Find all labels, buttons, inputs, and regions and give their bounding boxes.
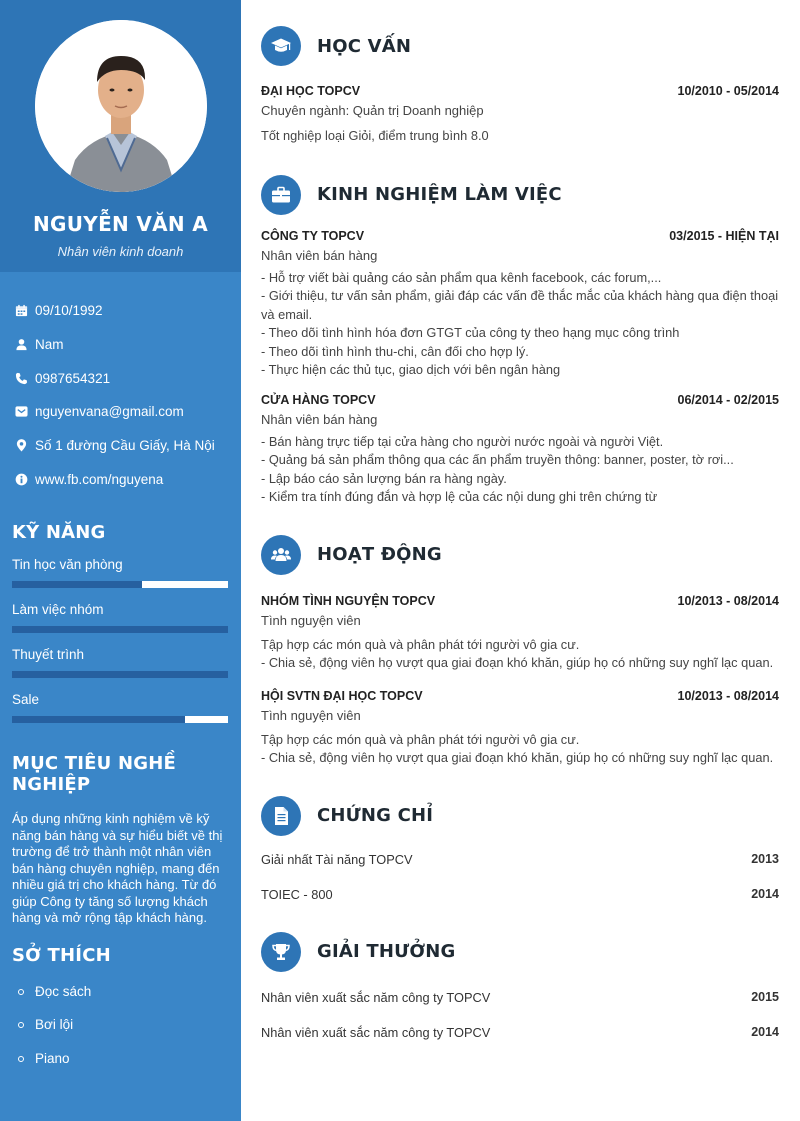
career-goal-text: Áp dụng những kinh nghiệm về kỹ năng bán hàng và sự hiểu biết về thị trường để trở thành một nhân viên bán hàng chuyên nghiệp, mang đến nhiều giá trị cho khách hàng. Từ đó giúp Công ty tăng số lượng khách hàng và mở rộng tập khách hàng. xyxy=(12,811,223,926)
skill-label: Làm việc nhóm xyxy=(12,602,104,618)
activity-entry xyxy=(261,689,779,768)
entry-date: 06/2014 - 02/2015 xyxy=(677,392,779,407)
trophy-icon xyxy=(261,932,301,972)
award-item xyxy=(261,1025,779,1040)
entry-head xyxy=(261,594,779,608)
bullet-icon xyxy=(18,989,24,995)
hobby-label: Đọc sách xyxy=(35,983,92,999)
hobbies-title: SỞ THÍCH xyxy=(12,944,111,966)
education-header xyxy=(261,26,779,66)
user-icon xyxy=(14,338,28,352)
contact-text: 09/10/1992 xyxy=(35,303,103,319)
contact-gender xyxy=(14,328,241,362)
skill-label: Tin học văn phòng xyxy=(12,557,123,573)
certificate-name: Giải nhất Tài năng TOPCV xyxy=(261,851,413,867)
skill-fill xyxy=(12,716,185,723)
entry-lines xyxy=(261,269,779,380)
entry-position: Nhân viên bán hàng xyxy=(261,247,378,263)
sidebar xyxy=(0,0,241,1121)
entry-date: 10/2013 - 08/2014 xyxy=(677,688,779,703)
entry-line: - Giới thiệu, tư vấn sản phẩm, giải đáp các vấn đề thắc mắc của khách hàng qua điện thoại và email. xyxy=(261,288,779,322)
skill-item xyxy=(0,647,241,678)
skill-item xyxy=(0,692,241,723)
hobby-list xyxy=(0,966,241,1085)
contact-address xyxy=(14,429,241,463)
certificate-item xyxy=(261,887,779,902)
award-year: 2015 xyxy=(751,989,779,1004)
awards-header xyxy=(261,932,779,972)
award-item xyxy=(261,990,779,1005)
entry-org: CÔNG TY TOPCV xyxy=(261,228,365,243)
skill-label: Thuyết trình xyxy=(12,647,85,663)
main-content xyxy=(241,0,800,1121)
bullet-icon xyxy=(18,1022,24,1028)
briefcase-icon xyxy=(261,175,301,215)
skill-item xyxy=(0,602,241,633)
entry-head xyxy=(261,84,779,98)
skill-rest xyxy=(185,716,228,723)
entry-major: Chuyên ngành: Quản trị Doanh nghiệp xyxy=(261,103,484,118)
awards-title: GIẢI THƯỞNG xyxy=(317,941,456,962)
skill-bar xyxy=(12,716,228,723)
experience-entry xyxy=(261,393,779,507)
skill-bar xyxy=(12,581,228,588)
contact-website[interactable] xyxy=(14,462,241,496)
entry-org: NHÓM TÌNH NGUYỆN TOPCV xyxy=(261,593,436,608)
hobby-item xyxy=(18,1051,241,1085)
certificates-title: CHỨNG CHỈ xyxy=(317,805,434,826)
contact-email[interactable] xyxy=(14,395,241,429)
hobby-label: Piano xyxy=(35,1050,70,1066)
skills-title: KỸ NĂNG xyxy=(12,522,106,544)
location-icon xyxy=(14,439,28,453)
entry-line: - Chia sẻ, động viên họ vượt qua giai đoạn khó khăn, giúp họ có những suy nghĩ lạc quan. xyxy=(261,655,774,670)
hobby-item xyxy=(18,1017,241,1051)
contact-text: nguyenvana@gmail.com xyxy=(35,404,184,420)
profile-header xyxy=(0,0,241,272)
email-icon xyxy=(14,405,28,419)
entry-head xyxy=(261,393,779,407)
skill-rest xyxy=(142,581,228,588)
skill-label: Sale xyxy=(12,692,40,708)
certificate-year: 2013 xyxy=(751,851,779,866)
entry-date: 10/2010 - 05/2014 xyxy=(677,84,779,98)
entry-date: 03/2015 - HIỆN TẠI xyxy=(669,228,779,243)
entry-head xyxy=(261,229,779,243)
entry-line: - Quảng bá sản phẩm thông qua các ấn phẩm truyền thông: banner, poster, tờ rơi... xyxy=(261,452,734,467)
certificate-year: 2014 xyxy=(751,886,779,901)
skill-bar xyxy=(12,671,228,678)
info-icon xyxy=(14,472,28,486)
entry-line: - Theo dõi tình hình thu-chi, cân đối cho hợp lý. xyxy=(261,343,529,359)
entry-lines xyxy=(261,636,779,673)
entry-line: Tập hợp các món quà và phân phát tới người vô gia cư. xyxy=(261,731,580,747)
certificate-list xyxy=(261,852,779,902)
entry-lines xyxy=(261,731,779,768)
entry-position: Nhân viên bán hàng xyxy=(261,411,378,427)
award-year: 2014 xyxy=(751,1024,779,1039)
skill-bar xyxy=(12,626,228,633)
hobby-item xyxy=(18,984,241,1018)
avatar xyxy=(35,20,207,192)
bullet-icon xyxy=(18,1056,24,1062)
contact-text: 0987654321 xyxy=(35,370,111,386)
contact-phone[interactable] xyxy=(14,361,241,395)
document-icon xyxy=(261,796,301,836)
award-name: Nhân viên xuất sắc năm công ty TOPCV xyxy=(261,1024,491,1040)
activities-header xyxy=(261,535,779,575)
career-goal-title: MỤC TIÊU NGHỀ NGHIỆP xyxy=(12,753,176,796)
contact-birthday xyxy=(14,294,241,328)
skill-item xyxy=(0,557,241,588)
entry-lines xyxy=(261,433,779,507)
group-icon xyxy=(261,535,301,575)
candidate-name: NGUYỄN VĂN A xyxy=(33,212,208,236)
education-title: HỌC VẤN xyxy=(317,35,412,57)
hobby-label: Bơi lội xyxy=(35,1017,74,1033)
entry-position: Tình nguyện viên xyxy=(261,612,361,628)
entry-org: CỬA HÀNG TOPCV xyxy=(261,392,376,407)
skill-fill xyxy=(12,626,228,633)
entry-date: 10/2013 - 08/2014 xyxy=(677,593,779,608)
contact-text: www.fb.com/nguyena xyxy=(35,471,164,487)
experience-header xyxy=(261,175,779,215)
entry-line: - Chia sẻ, động viên họ vượt qua giai đoạn khó khăn, giúp họ có những suy nghĩ lạc quan. xyxy=(261,750,774,765)
contact-text: Số 1 đường Cầu Giấy, Hà Nội xyxy=(35,438,215,454)
entry-head xyxy=(261,689,779,703)
entry-position: Tình nguyện viên xyxy=(261,707,361,723)
contact-list xyxy=(0,272,241,496)
calendar-icon xyxy=(14,304,28,318)
entry-line: - Kiểm tra tính đúng đắn và hợp lệ của các nội dung ghi trên chứng từ xyxy=(261,489,658,504)
certificate-item xyxy=(261,852,779,867)
skill-fill xyxy=(12,581,142,588)
certificates-header xyxy=(261,796,779,836)
experience-entry xyxy=(261,229,779,380)
graduation-cap-icon xyxy=(261,26,301,66)
entry-line: Tập hợp các món quà và phân phát tới người vô gia cư. xyxy=(261,636,580,652)
entry-line: - Hỗ trợ viết bài quảng cáo sản phẩm qua kênh facebook, các forum,... xyxy=(261,269,662,285)
skill-fill xyxy=(12,671,228,678)
award-name: Nhân viên xuất sắc năm công ty TOPCV xyxy=(261,989,491,1005)
certificate-name: TOIEC - 800 xyxy=(261,886,333,902)
entry-org: ĐẠI HỌC TOPCV xyxy=(261,84,361,98)
phone-icon xyxy=(14,371,28,385)
entry-line: - Lập báo cáo sản lượng bán ra hàng ngày. xyxy=(261,470,507,486)
education-entry xyxy=(261,84,779,146)
entry-line: - Thực hiện các thủ tục, giao dịch với bên ngân hàng xyxy=(261,362,561,377)
entry-line: - Theo dõi tình hình hóa đơn GTGT của công ty theo hạng mục công trình xyxy=(261,325,680,340)
activity-entry xyxy=(261,594,779,673)
activities-title: HOẠT ĐỘNG xyxy=(317,544,442,565)
entry-line: - Bán hàng trực tiếp tại cửa hàng cho người nước ngoài và người Việt. xyxy=(261,433,664,449)
award-list xyxy=(261,990,779,1040)
entry-desc: Tốt nghiệp loại Giỏi, điểm trung bình 8.0 xyxy=(261,128,489,143)
contact-text: Nam xyxy=(35,337,64,353)
entry-org: HỘI SVTN ĐẠI HỌC TOPCV xyxy=(261,688,423,703)
experience-title: KINH NGHIỆM LÀM VIỆC xyxy=(317,184,562,205)
candidate-role: Nhân viên kinh doanh xyxy=(57,244,184,259)
